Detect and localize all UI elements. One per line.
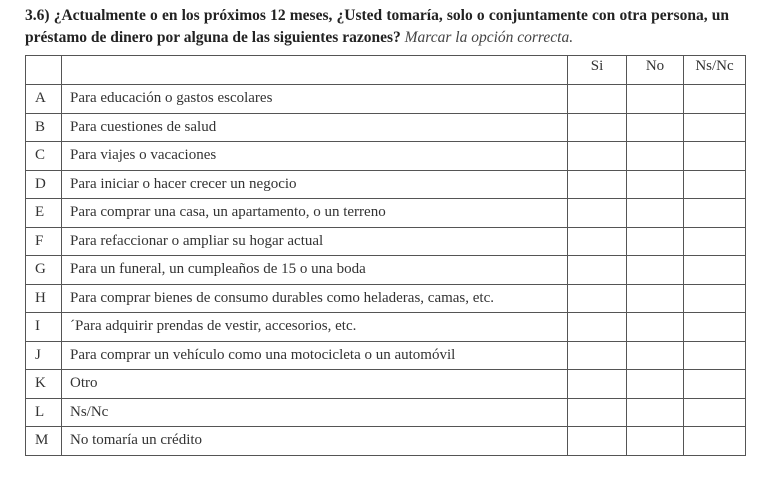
answer-cell-si[interactable] [568, 113, 627, 142]
row-reason-label: Para educación o gastos escolares [62, 85, 568, 114]
answer-cell-nsnc[interactable] [684, 427, 746, 456]
table-row [26, 170, 746, 199]
row-reason-label: Para un funeral, un cumpleaños de 15 o una boda [62, 256, 568, 285]
table-row [26, 142, 746, 171]
answer-cell-si[interactable] [568, 256, 627, 285]
answer-cell-no[interactable] [627, 341, 684, 370]
answer-cell-nsnc[interactable] [684, 398, 746, 427]
answer-cell-si[interactable] [568, 227, 627, 256]
answer-cell-si[interactable] [568, 199, 627, 228]
row-reason-label: Ns/Nc [62, 398, 568, 427]
row-code: H [26, 284, 62, 313]
row-code: I [26, 313, 62, 342]
answer-cell-nsnc[interactable] [684, 370, 746, 399]
table-row [26, 284, 746, 313]
question-number: 3.6) [25, 7, 50, 24]
row-code: E [26, 199, 62, 228]
table-row [26, 113, 746, 142]
answer-cell-no[interactable] [627, 142, 684, 171]
row-code: L [26, 398, 62, 427]
answer-cell-nsnc[interactable] [684, 113, 746, 142]
answer-cell-nsnc[interactable] [684, 256, 746, 285]
row-reason-label: Otro [62, 370, 568, 399]
answer-cell-no[interactable] [627, 313, 684, 342]
row-code: K [26, 370, 62, 399]
answer-cell-no[interactable] [627, 427, 684, 456]
answer-cell-no[interactable] [627, 199, 684, 228]
row-reason-label: Para comprar un vehículo como una motocicleta o un automóvil [62, 341, 568, 370]
row-reason-label: Para viajes o vacaciones [62, 142, 568, 171]
header-no: No [627, 56, 684, 85]
table-row [26, 85, 746, 114]
table-row [26, 256, 746, 285]
answer-cell-si[interactable] [568, 313, 627, 342]
answer-cell-no[interactable] [627, 85, 684, 114]
answer-cell-nsnc[interactable] [684, 199, 746, 228]
row-code: G [26, 256, 62, 285]
answer-cell-nsnc[interactable] [684, 313, 746, 342]
row-reason-label: Para iniciar o hacer crecer un negocio [62, 170, 568, 199]
answer-cell-no[interactable] [627, 398, 684, 427]
row-reason-label: Para refaccionar o ampliar su hogar actual [62, 227, 568, 256]
header-reason-blank [62, 56, 568, 85]
table-header-row [26, 56, 746, 85]
row-code: J [26, 341, 62, 370]
table-row [26, 370, 746, 399]
row-code: D [26, 170, 62, 199]
header-code-blank [26, 56, 62, 85]
answer-cell-si[interactable] [568, 284, 627, 313]
row-code: C [26, 142, 62, 171]
answer-cell-no[interactable] [627, 227, 684, 256]
answer-cell-si[interactable] [568, 398, 627, 427]
answer-cell-nsnc[interactable] [684, 170, 746, 199]
answer-cell-no[interactable] [627, 170, 684, 199]
answer-cell-nsnc[interactable] [684, 142, 746, 171]
answer-cell-no[interactable] [627, 256, 684, 285]
row-code: F [26, 227, 62, 256]
answer-cell-no[interactable] [627, 370, 684, 399]
table-row [26, 427, 746, 456]
answer-cell-si[interactable] [568, 170, 627, 199]
row-reason-label: ´Para adquirir prendas de vestir, accesorios, etc. [62, 313, 568, 342]
table-row [26, 341, 746, 370]
answer-cell-nsnc[interactable] [684, 341, 746, 370]
row-reason-label: Para comprar una casa, un apartamento, o un terreno [62, 199, 568, 228]
answer-cell-si[interactable] [568, 370, 627, 399]
loan-reasons-table [25, 55, 746, 456]
question-body: ¿Actualmente o en los próximos 12 meses, ¿Usted tomaría, solo o conjuntamente con otra persona, un préstamo de dinero por alguna de las siguientes razones? [25, 7, 729, 46]
answer-cell-no[interactable] [627, 284, 684, 313]
row-reason-label: No tomaría un crédito [62, 427, 568, 456]
row-reason-label: Para cuestiones de salud [62, 113, 568, 142]
table-row [26, 227, 746, 256]
answer-cell-nsnc[interactable] [684, 284, 746, 313]
row-code: A [26, 85, 62, 114]
row-code: B [26, 113, 62, 142]
answer-cell-nsnc[interactable] [684, 227, 746, 256]
header-nsnc: Ns/Nc [684, 56, 746, 85]
row-code: M [26, 427, 62, 456]
table-row [26, 398, 746, 427]
answer-cell-si[interactable] [568, 85, 627, 114]
table-body [26, 85, 746, 456]
answer-cell-no[interactable] [627, 113, 684, 142]
answer-cell-si[interactable] [568, 142, 627, 171]
row-reason-label: Para comprar bienes de consumo durables como heladeras, camas, etc. [62, 284, 568, 313]
header-si: Si [568, 56, 627, 85]
answer-cell-si[interactable] [568, 341, 627, 370]
answer-cell-si[interactable] [568, 427, 627, 456]
answer-cell-nsnc[interactable] [684, 85, 746, 114]
table-row [26, 313, 746, 342]
question-instruction: Marcar la opción correcta. [404, 29, 574, 46]
question-text [25, 5, 729, 49]
table-row [26, 199, 746, 228]
